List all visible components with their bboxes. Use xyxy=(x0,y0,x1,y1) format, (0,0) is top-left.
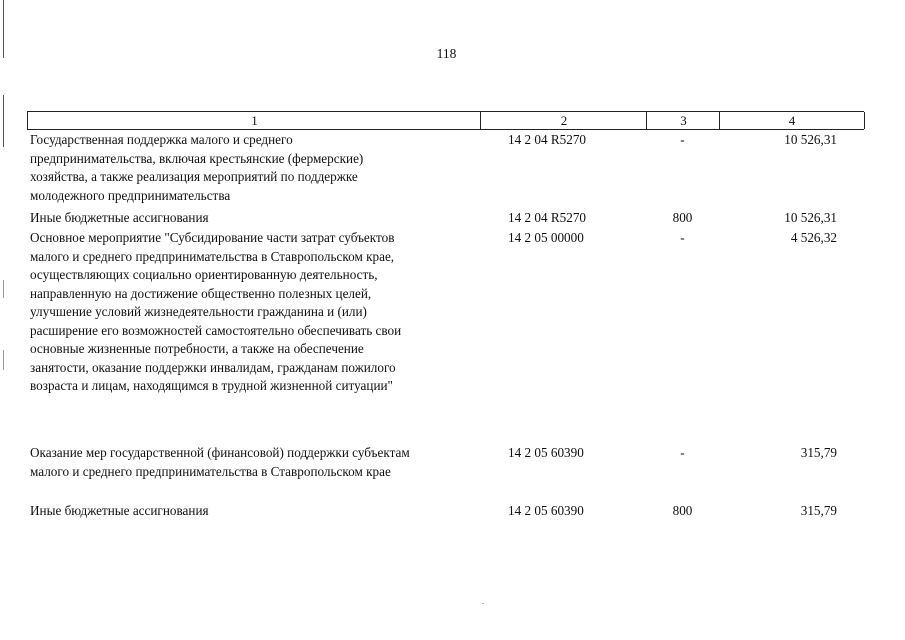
row-name xyxy=(30,229,475,396)
scan-edge-line xyxy=(3,95,4,147)
table-header xyxy=(27,111,864,130)
row-name xyxy=(30,209,475,228)
row-code: 14 2 05 60390 xyxy=(508,445,584,460)
row-sum: 315,79 xyxy=(800,445,837,460)
header-col-3: 3 xyxy=(646,112,720,129)
scan-edge-line xyxy=(3,280,4,298)
row-name-line: основные жизненные потребности, а также на обеспечение xyxy=(30,341,364,356)
row-name xyxy=(30,131,475,205)
row-sum: 315,79 xyxy=(800,503,837,518)
row-name-line: осуществляющих социально ориентированную деятельность, xyxy=(30,267,378,282)
row-name-line: Иные бюджетные ассигнования xyxy=(30,210,209,225)
row-name xyxy=(30,444,475,481)
row-name-line: улучшение условий жизнедеятельности гражданина и (или) xyxy=(30,304,367,319)
row-name-line: малого и среднего предпринимательства в Ставропольском крае, xyxy=(30,248,395,264)
row-name-line: расширение его возможностей самостоятельно обеспечивать свои xyxy=(30,322,402,338)
row-name-line: предпринимательства, включая крестьянские (фермерские) xyxy=(30,150,364,166)
row-name-line: малого и среднего предпринимательства в Ставропольском крае xyxy=(30,463,391,479)
row-type: - xyxy=(680,230,685,245)
scan-speck xyxy=(482,603,484,604)
row-sum: 4 526,32 xyxy=(790,230,837,245)
header-col-4: 4 xyxy=(719,112,865,129)
page-number: 118 xyxy=(436,46,457,61)
row-type: - xyxy=(680,445,685,460)
header-col-2: 2 xyxy=(480,112,647,129)
row-name-line: направленную на достижение общественно полезных целей, xyxy=(30,285,372,301)
row-code: 14 2 04 R5270 xyxy=(508,132,587,147)
row-code: 14 2 05 60390 xyxy=(508,503,584,518)
row-name-line: Оказание мер государственной (финансовой) поддержки субъектам xyxy=(30,445,410,460)
row-name-line: хозяйства, а также реализация мероприятий по поддержке xyxy=(30,169,358,184)
row-code: 14 2 05 00000 xyxy=(508,230,584,245)
scan-edge-line xyxy=(3,350,4,370)
row-sum: 10 526,31 xyxy=(784,210,837,225)
row-name-line: Основное мероприятие "Субсидирование части затрат субъектов xyxy=(30,230,395,245)
header-col-1: 1 xyxy=(27,112,481,129)
row-name-line: занятости, оказание поддержки инвалидам, гражданам пожилого xyxy=(30,359,396,375)
row-name-line: возраста и лицам, находящимся в трудной жизненной ситуации" xyxy=(30,378,393,393)
row-type: 800 xyxy=(672,503,693,518)
row-type: 800 xyxy=(672,210,693,225)
row-name-line: Государственная поддержка малого и среднего xyxy=(30,132,293,147)
row-sum: 10 526,31 xyxy=(784,132,837,147)
row-type: - xyxy=(680,132,685,147)
row-code: 14 2 04 R5270 xyxy=(508,210,587,225)
row-name-line: Иные бюджетные ассигнования xyxy=(30,503,209,518)
row-name-line: молодежного предпринимательства xyxy=(30,187,231,203)
row-name xyxy=(30,502,475,521)
